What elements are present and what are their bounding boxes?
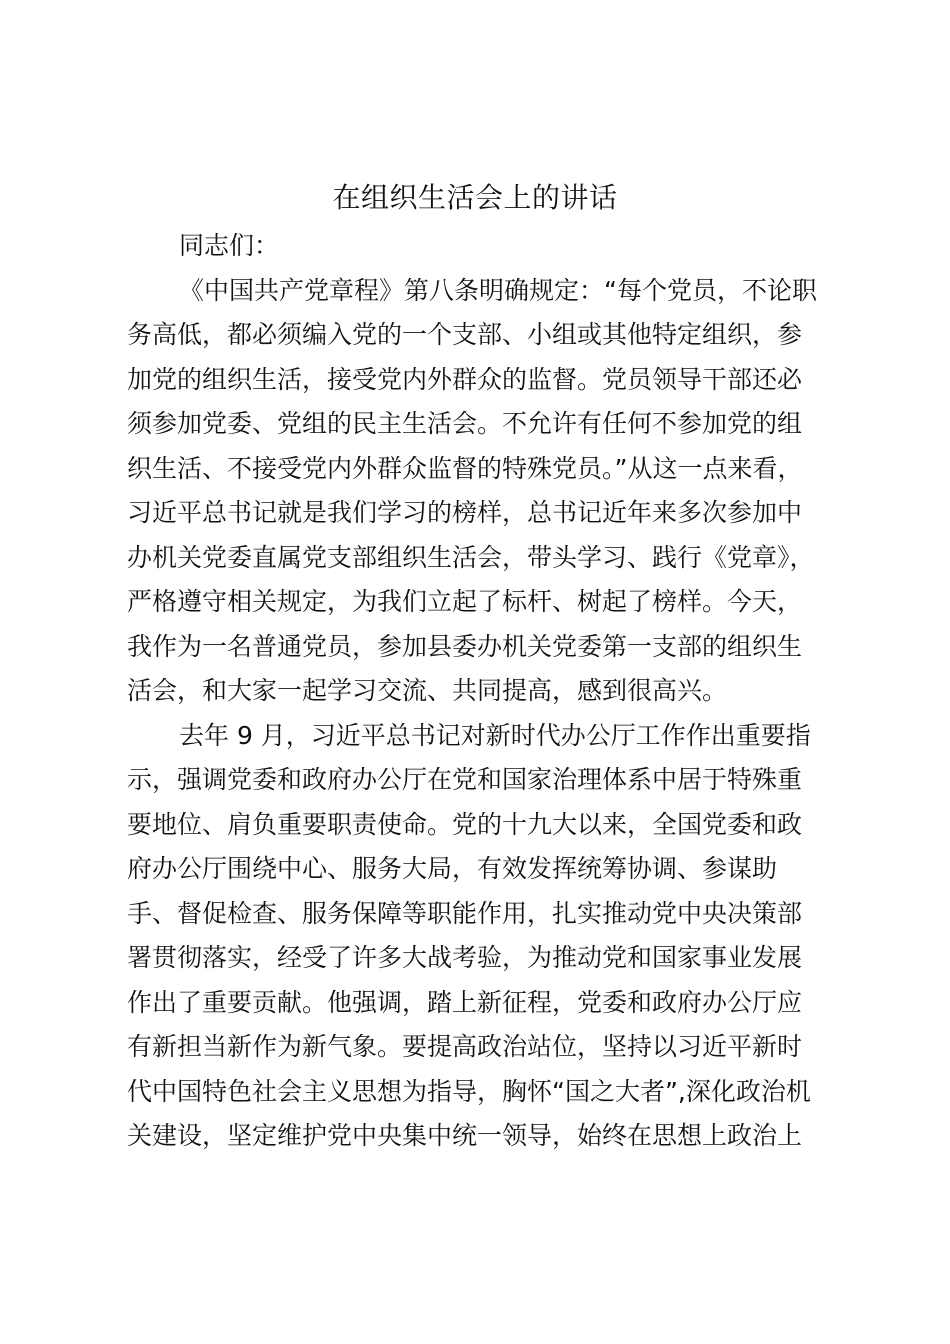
paragraph-line: 务高低，都必须编入党的一个支部、小组或其他特定组织，参 — [127, 320, 803, 349]
paragraph-line: 署贯彻落实，经受了许多大战考验，为推动党和国家事业发展 — [127, 943, 803, 972]
document-body — [127, 224, 831, 1159]
paragraph-line: 去年 9 月，习近平总书记对新时代办公厅工作作出重要指 — [179, 720, 811, 750]
paragraph-line: 代中国特色社会主义思想为指导，胸怀“国之大者”,深化政治机 — [127, 1076, 811, 1106]
paragraph-line: 手、督促检查、服务保障等职能作用，扎实推动党中央决策部 — [127, 898, 803, 928]
paragraph-line: 活会，和大家一起学习交流、共同提高，感到很高兴。 — [127, 676, 728, 705]
document-title: 在组织生活会上的讲话 — [332, 181, 618, 214]
paragraph-line: 作出了重要贡献。他强调，踏上新征程，党委和政府办公厅应 — [127, 987, 803, 1017]
paragraph-2 — [127, 714, 831, 1159]
salutation: 同志们： — [179, 231, 280, 260]
paragraph-line: 有新担当新作为新气象。要提高政治站位，坚持以习近平新时 — [127, 1032, 803, 1061]
paragraph-line: 办机关党委直属党支部组织生活会，带头学习、践行《党章》， — [127, 542, 815, 572]
paragraph-line: 关建设，坚定维护党中央集中统一领导，始终在思想上政治上 — [127, 1121, 803, 1150]
paragraph-1 — [127, 269, 831, 714]
paragraph-line: 加党的组织生活，接受党内外群众的监督。党员领导干部还必 — [127, 364, 803, 394]
paragraph-line: 须参加党委、党组的民主生活会。不允许有任何不参加党的组 — [127, 409, 803, 438]
paragraph-line: 要地位、肩负重要职责使命。党的十九大以来，全国党委和政 — [127, 809, 803, 839]
paragraph-line: 我作为一名普通党员，参加县委办机关党委第一支部的组织生 — [127, 631, 803, 661]
paragraph-line: 示，强调党委和政府办公厅在党和国家治理体系中居于特殊重 — [127, 765, 803, 794]
paragraph-line: 严格遵守相关规定，为我们立起了标杆、树起了榜样。今天， — [127, 587, 803, 616]
paragraph-line: 《中国共产党章程》第八条明确规定：“每个党员，不论职 — [179, 275, 817, 305]
paragraph-line: 织生活、不接受党内外群众监督的特殊党员。”从这一点来看， — [127, 453, 803, 483]
paragraph-line: 府办公厅围绕中心、服务大局，有效发挥统筹协调、参谋助 — [127, 854, 778, 883]
paragraph-line: 习近平总书记就是我们学习的榜样，总书记近年来多次参加中 — [127, 498, 803, 527]
